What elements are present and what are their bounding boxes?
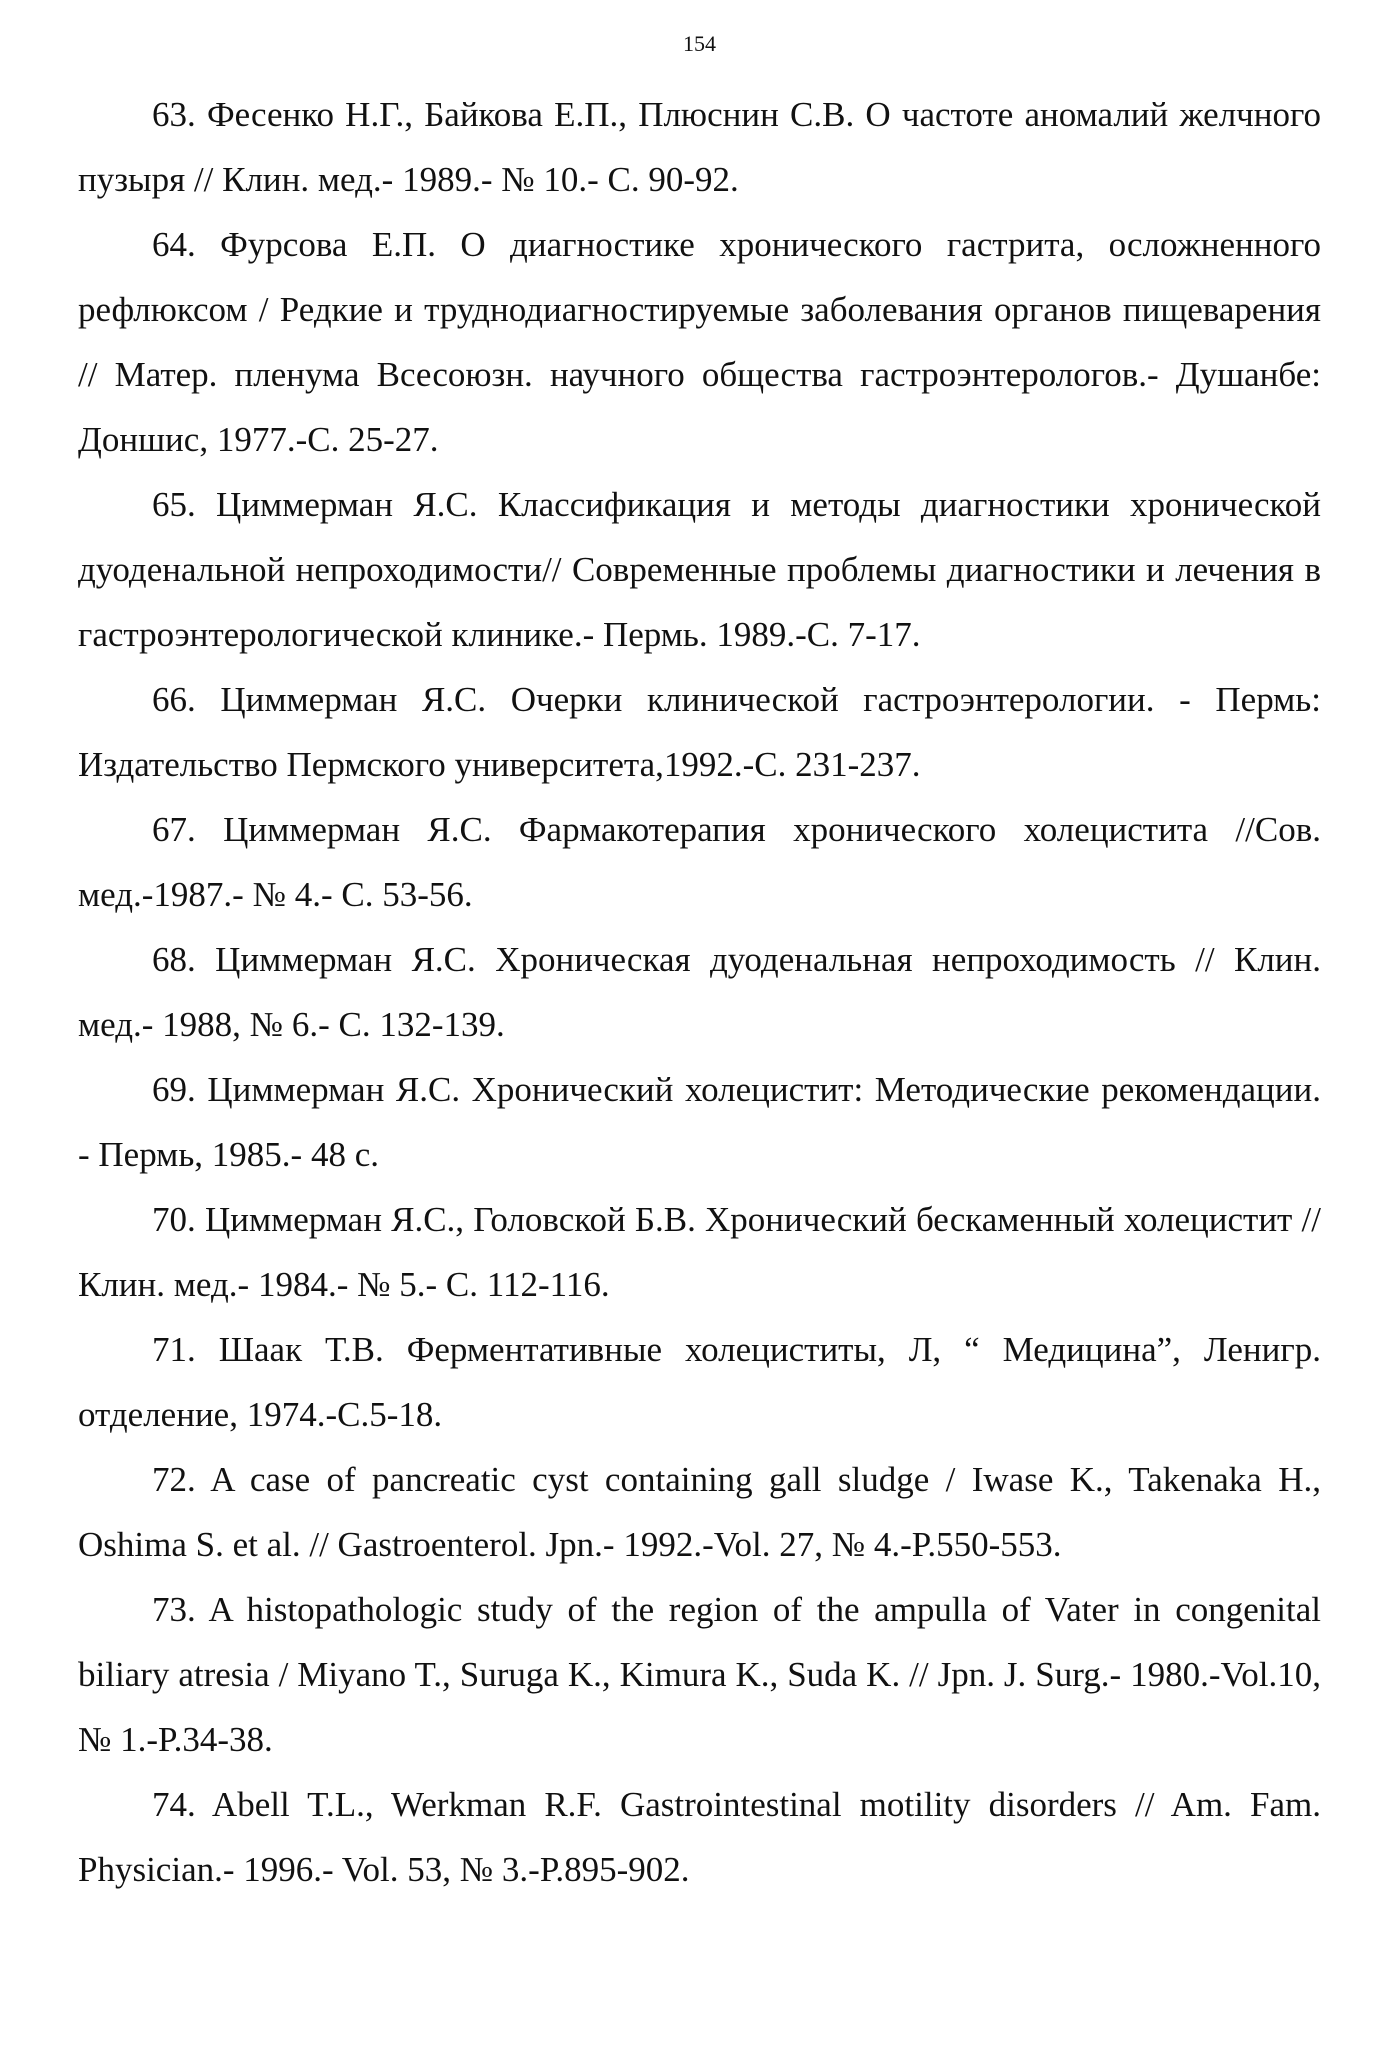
reference-item: 68. Циммерман Я.С. Хроническая дуоденальная непроходимость // Клин. мед.- 1988, № 6.- С. 132-139. (78, 940, 1321, 1044)
reference-item: 66. Циммерман Я.С. Очерки клинической гастроэнтерологии. - Пермь: Издательство Пермского университета,1992.-С. 231-237. (78, 680, 1321, 784)
reference-item: 74. Abell T.L., Werkman R.F. Gastrointestinal motility disorders // Am. Fam. Physician.- 1996.- Vol. 53, № 3.-P.895-902. (78, 1785, 1321, 1889)
reference-list (78, 82, 1321, 1902)
reference-item: 65. Циммерман Я.С. Классификация и методы диагностики хронической дуоденальной непроходимости// Современные проблемы диагностики и лечения в гастроэнтерологической клинике.- Пермь. 1989.-С. 7-17. (78, 485, 1321, 654)
reference-item: 72. A case of pancreatic cyst containing gall sludge / Iwase K., Takenaka H., Oshima S. et al. // Gastroenterol. Jpn.- 1992.-Vol. 27, № 4.-P.550-553. (78, 1460, 1321, 1564)
reference-item: 70. Циммерман Я.С., Головской Б.В. Хронический бескаменный холецистит // Клин. мед.- 1984.- № 5.- С. 112-116. (78, 1200, 1321, 1304)
page-number: 154 (683, 31, 716, 56)
reference-item: 73. A histopathologic study of the region of the ampulla of Vater in congenital biliary atresia / Miyano T., Suruga K., Kimura K., Suda K. // Jpn. J. Surg.- 1980.-Vol.10, № 1.-P.34-38. (78, 1590, 1321, 1759)
reference-item: 64. Фурсова Е.П. О диагностике хронического гастрита, осложненного рефлюксом / Редкие и труднодиагностируемые заболевания органов пищеварения // Матер. пленума Всесоюзн. научного общества гастроэнтерологов.- Душанбе: Доншис, 1977.-С. 25-27. (78, 225, 1321, 459)
reference-item: 63. Фесенко Н.Г., Байкова Е.П., Плюснин С.В. О частоте аномалий желчного пузыря // Клин. мед.- 1989.- № 10.- С. 90-92. (78, 95, 1321, 199)
reference-item: 69. Циммерман Я.С. Хронический холецистит: Методические рекомендации. - Пермь, 1985.- 48 с. (78, 1070, 1321, 1174)
reference-item: 67. Циммерман Я.С. Фармакотерапия хронического холецистита //Сов. мед.-1987.- № 4.- С. 53-56. (78, 810, 1321, 914)
reference-item: 71. Шаак Т.В. Ферментативные холециститы, Л, “ Медицина”, Ленигр. отделение, 1974.-С.5-18. (78, 1330, 1321, 1434)
